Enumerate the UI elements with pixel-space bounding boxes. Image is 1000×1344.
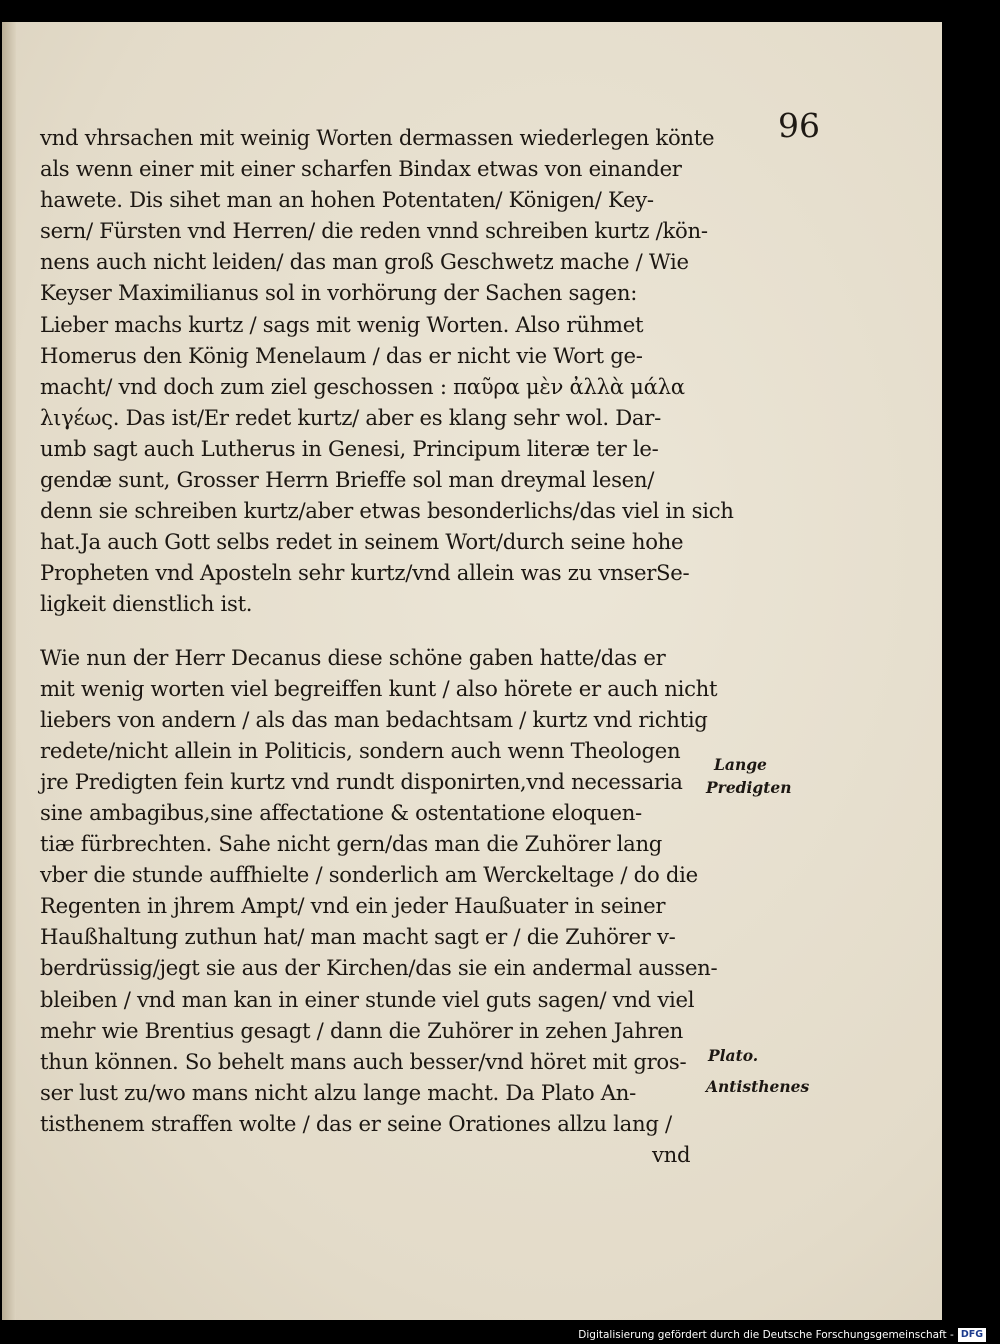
text-line: tisthenem straffen wolte / das er seine Orationes allzu lang /	[40, 1110, 672, 1136]
marginal-note-antisthenes: Antisthenes	[706, 1077, 810, 1096]
text-line: nens auch nicht leiden/ das man groß Geschwetz mache / Wie	[40, 249, 689, 275]
marginal-note-plato: Plato.	[708, 1046, 759, 1065]
text-line: jre Predigten fein kurtz vnd rundt disponirten,vnd necessaria	[40, 768, 683, 794]
text-line: sine ambagibus,sine affectatione & ostentatione eloquen-	[40, 799, 642, 825]
text-line: Propheten vnd Aposteln sehr kurtz/vnd allein was zu vnserSe-	[40, 560, 690, 586]
text-line: bleiben / vnd man kan in einer stunde viel guts sagen/ vnd viel	[40, 986, 695, 1012]
marginal-note-lange: Lange	[714, 755, 767, 774]
catchword: vnd	[652, 1142, 691, 1167]
text-line: thun können. So behelt mans auch besser/vnd höret mit gros-	[40, 1048, 687, 1074]
book-page	[2, 22, 942, 1320]
text-line: ligkeit dienstlich ist.	[40, 591, 253, 617]
text-line: hat.Ja auch Gott selbs redet in seinem Wort/durch seine hohe	[40, 529, 684, 555]
body-text	[40, 122, 734, 1170]
text-line: denn sie schreiben kurtz/aber etwas besonderlichs/das viel in sich	[40, 498, 734, 524]
page-number: 96	[778, 106, 820, 145]
digitization-footer	[578, 1328, 986, 1342]
text-line: berdrüssig/jegt sie aus der Kirchen/das sie ein andermal aussen-	[40, 955, 718, 981]
page-gutter	[2, 22, 16, 1320]
text-line: macht/ vnd doch zum ziel geschossen : παῦρα μὲν ἀλλὰ μάλα	[40, 373, 685, 399]
text-line: liebers von andern / als das man bedachtsam / kurtz vnd richtig	[40, 706, 708, 732]
text-line: Regenten in jhrem Ampt/ vnd ein jeder Haußuater in seiner	[40, 893, 666, 919]
paragraph-2	[40, 642, 720, 1171]
footer-text: Digitalisierung gefördert durch die Deutsche Forschungsgemeinschaft -	[578, 1329, 954, 1341]
text-line: als wenn einer mit einer scharfen Bindax etwas von einander	[40, 156, 682, 182]
text-line: mit wenig worten viel begreiffen kunt / also hörete er auch nicht	[40, 675, 718, 701]
text-line: hawete. Dis sihet man an hohen Potentaten/ Königen/ Key-	[40, 187, 654, 213]
paragraph-1	[40, 122, 734, 620]
text-line: Wie nun der Herr Decanus diese schöne gaben hatte/das er	[40, 644, 666, 670]
text-line: Haußhaltung zuthun hat/ man macht sagt er / die Zuhörer v-	[40, 924, 676, 950]
text-line: mehr wie Brentius gesagt / dann die Zuhörer in zehen Jahren	[40, 1017, 683, 1043]
text-line: vnd vhrsachen mit weinig Worten dermassen wiederlegen könte	[40, 125, 715, 150]
text-line: gendæ sunt, Grosser Herrn Brieffe sol man dreymal lesen/	[40, 467, 655, 493]
text-line: vber die stunde auffhielte / sonderlich am Werckeltage / do die	[40, 862, 698, 888]
dfg-logo: DFG	[958, 1328, 986, 1342]
text-line: Lieber machs kurtz / sags mit wenig Worten. Also rühmet	[40, 311, 644, 337]
text-line: redete/nicht allein in Politicis, sondern auch wenn Theologen	[40, 737, 681, 763]
text-line: umb sagt auch Lutherus in Genesi, Principum literæ ter le-	[40, 435, 659, 461]
paragraph-gap	[40, 620, 720, 642]
text-line: sern/ Fürsten vnd Herren/ die reden vnnd schreiben kurtz /kön-	[40, 218, 708, 244]
text-line: ser lust zu/wo mans nicht alzu lange macht. Da Plato An-	[40, 1079, 636, 1105]
text-line: λιγέως. Das ist/Er redet kurtz/ aber es klang sehr wol. Dar-	[40, 404, 661, 430]
text-line: Homerus den König Menelaum / das er nicht vie Wort ge-	[40, 342, 643, 368]
text-line: Keyser Maximilianus sol in vorhörung der Sachen sagen:	[40, 280, 638, 306]
marginal-note-predigten: Predigten	[706, 778, 792, 797]
text-line: tiæ fürbrechten. Sahe nicht gern/das man die Zuhörer lang	[40, 831, 663, 857]
